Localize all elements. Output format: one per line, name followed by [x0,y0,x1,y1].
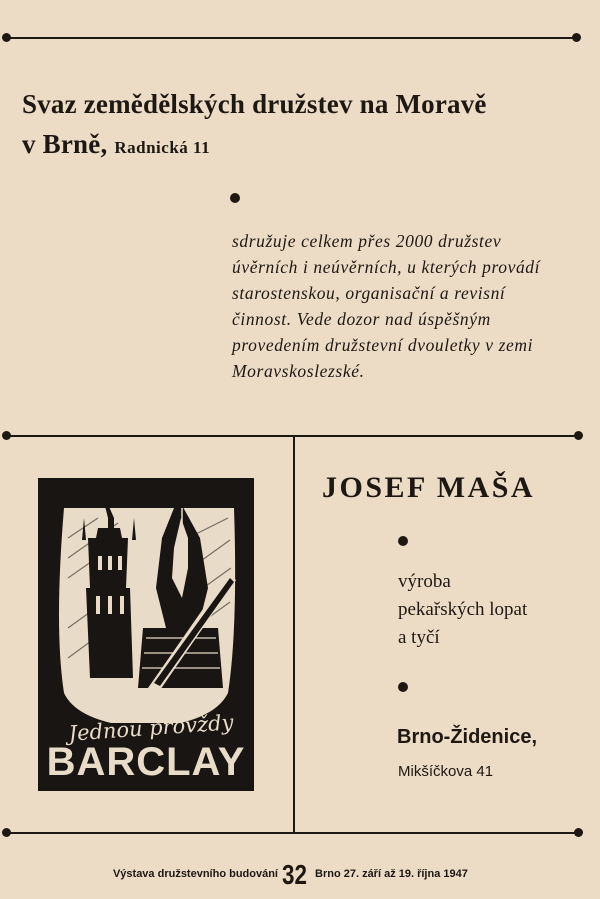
top-ad-bullet [230,193,240,203]
bottom-rule-right-dot [574,828,583,837]
masa-ad-city: Brno-Židenice, [397,726,538,748]
top-ad-body-line: úvěrních i neúvěrních, u kterých provádí [232,257,541,277]
top-ad-address: Radnická 11 [114,138,211,157]
top-rule-right-dot [572,33,581,42]
masa-ad-desc-line: a tyčí [398,627,440,648]
middle-rule-left-dot [2,431,11,440]
masa-ad-street: Mikšíčkova 41 [398,763,494,780]
masa-ad-bullet-1 [398,536,408,546]
top-ad-body-line: sdružuje celkem přes 2000 družstev [232,231,502,251]
footer-exhibition-dates: Brno 27. září až 19. října 1947 [315,868,468,880]
masa-ad-desc-line: výroba [398,571,451,592]
top-rule-left-dot [2,33,11,42]
top-ad-city: v Brně, [22,129,108,159]
top-ad-title-line1: Svaz zemědělských družstev na Moravě [22,89,487,119]
top-ad-body-line: Moravskoslezské. [232,361,365,381]
top-ad-body-line: provedením družstevní dvouletky v zemi [232,335,534,355]
column-divider [293,437,295,832]
masa-ad-bullet-2 [398,682,408,692]
top-ad-body [232,228,566,384]
page-number: 32 [282,859,307,890]
top-ad-title-line2 [22,124,582,168]
top-ad-body-line: činnost. Vede dozor nad úspěšným [232,309,491,329]
middle-rule-right-dot [574,431,583,440]
bottom-rule [6,832,580,834]
barclay-ad [38,478,254,791]
masa-ad-name: JOSEF MAŠA [322,471,536,504]
barclay-script-text: Jednou provždy [67,710,235,746]
top-rule [6,37,580,39]
page-footer [0,860,600,890]
masa-ad-description [398,568,578,652]
barclay-brand: BARCLAY [46,740,246,784]
masa-ad-desc-line: pekařských lopat [398,599,528,620]
top-ad-title [22,84,582,168]
footer-exhibition-title: Výstava družstevního budování [112,868,278,880]
bottom-rule-left-dot [2,828,11,837]
top-ad-body-line: starostenskou, organisační a revisní [232,283,506,303]
